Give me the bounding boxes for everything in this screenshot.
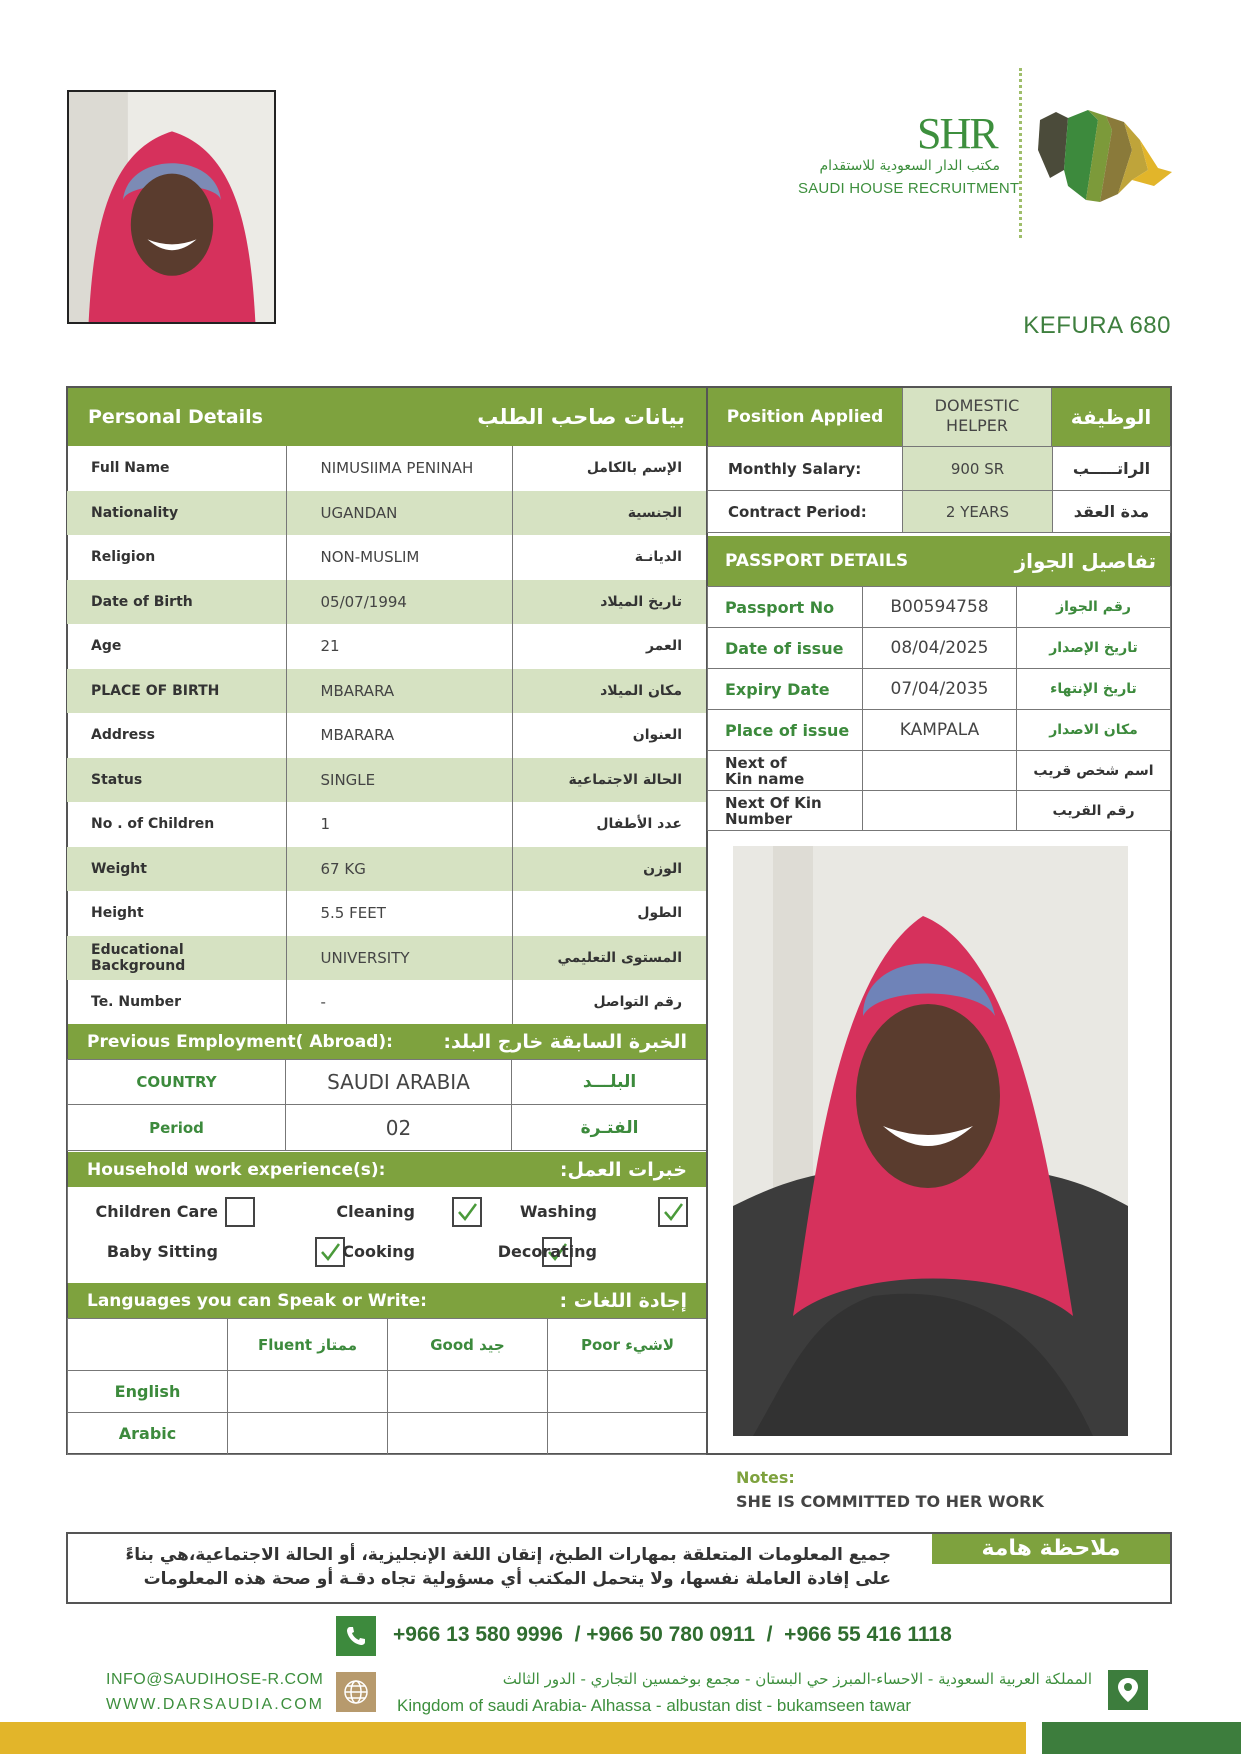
household-header — [68, 1152, 707, 1187]
personal-row — [67, 980, 708, 1025]
personal-row — [67, 580, 708, 625]
passport-label: Date of issue — [708, 628, 863, 669]
footer-website[interactable]: WWW.DARSAUDIA.COM — [106, 1696, 324, 1713]
household-label: Washing — [519, 1202, 597, 1221]
household-label: Children Care — [95, 1202, 218, 1221]
salary-table — [707, 446, 1171, 533]
contract-label-ar: مدة العقد — [1053, 491, 1171, 533]
personal-value: 1 — [286, 802, 512, 847]
personal-label-ar: الوزن — [643, 860, 682, 877]
logo-map-icon — [1028, 90, 1180, 210]
salary-label-ar: الراتـــــب — [1053, 447, 1171, 491]
personal-label-ar: الديانـة — [634, 549, 682, 566]
previous-period-label: Period — [68, 1105, 286, 1151]
personal-label-ar: المستوى التعليمي — [557, 949, 682, 966]
kin-name-value — [863, 751, 1017, 791]
personal-row — [67, 802, 708, 847]
household-title-ar: خبرات العمل: — [559, 1158, 687, 1181]
household-label: Decorating — [497, 1242, 597, 1261]
logo-mark: SHR — [917, 109, 997, 158]
personal-label-ar: الطول — [637, 905, 682, 922]
check-icon — [662, 1201, 684, 1223]
household-label: Cooking — [342, 1242, 415, 1261]
personal-value: UNIVERSITY — [286, 936, 512, 981]
personal-label: Address — [67, 713, 286, 758]
personal-label: Te. Number — [67, 980, 286, 1025]
footer-address-en: Kingdom of saudi Arabia- Alhassa - albustan dist - bukamseen tawar — [397, 1696, 912, 1715]
passport-row — [708, 587, 1171, 628]
contract-value: 2 YEARS — [903, 491, 1053, 533]
phone-icon — [336, 1616, 376, 1656]
personal-row — [67, 446, 708, 491]
personal-row — [67, 891, 708, 936]
passport-label-ar: تاريخ الإنتهاء — [1017, 669, 1171, 710]
personal-label-ar: العمر — [645, 638, 682, 655]
kin-name-label-ar: اسم شخص قريب — [1017, 751, 1171, 791]
language-name: Arabic — [68, 1413, 228, 1455]
personal-label: PLACE OF BIRTH — [67, 669, 286, 714]
kin-name-row — [708, 751, 1171, 791]
important-note-line2: على إفادة العاملة نفسها، ولا يتحمل المكتب أي مسؤولية تجاه دقـة أو صحة هذه المعلومات — [143, 1569, 891, 1589]
location-pin-icon — [1108, 1670, 1148, 1710]
personal-label-ar: عدد الأطفال — [596, 816, 682, 833]
passport-table — [707, 586, 1171, 831]
personal-label-ar: الجنسية — [627, 504, 682, 521]
language-good-cell[interactable] — [388, 1371, 548, 1413]
previous-employment-title-ar: الخبرة السابقة خارج البلد: — [443, 1031, 687, 1053]
language-row — [68, 1413, 708, 1455]
personal-label: Nationality — [67, 491, 286, 536]
previous-country-label-ar: البلـــد — [512, 1060, 708, 1105]
personal-label: No . of Children — [67, 802, 286, 847]
previous-period-value: 02 — [286, 1105, 512, 1151]
personal-label-ar: العنوان — [632, 727, 682, 744]
passport-header — [708, 536, 1170, 586]
personal-label: Weight — [67, 847, 286, 892]
personal-label-ar: الحالة الاجتماعية — [568, 771, 682, 788]
languages-title: Languages you can Speak or Write: — [87, 1290, 427, 1311]
contract-row — [708, 491, 1171, 533]
household-label: Cleaning — [336, 1202, 415, 1221]
passport-label: Expiry Date — [708, 669, 863, 710]
personal-label: Height — [67, 891, 286, 936]
kin-name-label: Next of Kin name — [708, 751, 863, 791]
personal-value: NIMUSIIMA PENINAH — [286, 446, 512, 491]
languages-header-row — [68, 1319, 708, 1371]
passport-label: Passport No — [708, 587, 863, 628]
personal-label: Full Name — [67, 446, 286, 491]
passport-row — [708, 710, 1171, 751]
languages-title-ar: إجادة اللغات : — [559, 1289, 687, 1312]
previous-employment-table — [67, 1059, 708, 1151]
passport-title: PASSPORT DETAILS — [725, 551, 909, 571]
passport-value: 08/04/2025 — [863, 628, 1017, 669]
previous-period-row — [68, 1105, 708, 1151]
personal-label: Educational Background — [67, 936, 286, 981]
language-good-cell[interactable] — [388, 1413, 548, 1455]
kin-number-label: Next Of Kin Number — [708, 791, 863, 831]
previous-period-label-ar: الفتـرة — [512, 1105, 708, 1151]
passport-value: KAMPALA — [863, 710, 1017, 751]
passport-label-ar: مكان الاصدار — [1017, 710, 1171, 751]
personal-details-title-ar: بيانات صاحب الطلب — [477, 405, 685, 429]
personal-value: MBARARA — [286, 669, 512, 714]
footer-bar-green — [1042, 1722, 1241, 1754]
check-icon — [456, 1201, 478, 1223]
personal-row — [67, 758, 708, 803]
kin-number-row — [708, 791, 1171, 831]
personal-row — [67, 847, 708, 892]
passport-title-ar: تفاصيل الجواز — [1014, 549, 1156, 573]
passport-value: B00594758 — [863, 587, 1017, 628]
check-icon — [319, 1241, 341, 1263]
language-name: English — [68, 1371, 228, 1413]
personal-value: - — [286, 980, 512, 1025]
applicant-photo-large — [733, 846, 1128, 1436]
language-col-good: Good جيد — [388, 1319, 548, 1371]
language-poor-cell[interactable] — [548, 1371, 708, 1413]
personal-row — [67, 936, 708, 981]
household-title: Household work experience(s): — [87, 1159, 386, 1180]
language-poor-cell[interactable] — [548, 1413, 708, 1455]
notes-label: Notes: — [736, 1468, 795, 1487]
personal-value: 67 KG — [286, 847, 512, 892]
personal-label-ar: تاريخ الميلاد — [600, 593, 682, 610]
household-label: Baby Sitting — [106, 1242, 218, 1261]
language-col-poor: Poor لاشيء — [548, 1319, 708, 1371]
previous-employment-header — [68, 1024, 707, 1060]
important-note-title: ملاحظة هامة — [932, 1534, 1170, 1564]
footer-email[interactable]: INFO@SAUDIHOSE-R.COM — [106, 1671, 324, 1688]
kin-number-value — [863, 791, 1017, 831]
salary-label: Monthly Salary: — [708, 447, 903, 491]
personal-row — [67, 535, 708, 580]
previous-employment-title: Previous Employment( Abroad): — [87, 1032, 393, 1052]
notes-text: SHE IS COMMITTED TO HER WORK — [736, 1492, 1044, 1511]
position-header — [708, 388, 1170, 446]
footer-phones: +966 13 580 9996 / +966 50 780 0911 / +966 55 416 1118 — [393, 1623, 952, 1646]
household-checkbox[interactable] — [658, 1197, 688, 1227]
globe-icon — [336, 1672, 376, 1712]
previous-country-row — [68, 1060, 708, 1105]
languages-table — [67, 1318, 708, 1455]
personal-value: UGANDAN — [286, 491, 512, 536]
logo-text-english: SAUDI HOUSE RECRUITMENT — [798, 180, 1020, 197]
personal-value: MBARARA — [286, 713, 512, 758]
passport-row — [708, 669, 1171, 710]
language-row — [68, 1371, 708, 1413]
personal-label: Status — [67, 758, 286, 803]
household-checkbox[interactable] — [452, 1197, 482, 1227]
languages-header — [68, 1283, 707, 1318]
previous-country-label: COUNTRY — [68, 1060, 286, 1105]
position-label-ar: الوظيفة — [1070, 405, 1152, 429]
applicant-photo-small — [67, 90, 276, 324]
personal-label: Date of Birth — [67, 580, 286, 625]
passport-label: Place of issue — [708, 710, 863, 751]
footer-bar-yellow — [0, 1722, 1026, 1754]
kin-number-label-ar: رقم القريب — [1017, 791, 1171, 831]
personal-row — [67, 491, 708, 536]
important-note-line1: جميع المعلومات المتعلقة بمهارات الطبخ، إتقان اللغة الإنجليزية، أو الحالة الاجتماعية،هي بناءً — [125, 1545, 891, 1565]
salary-value: 900 SR — [903, 447, 1053, 491]
personal-details-table — [67, 446, 708, 1025]
personal-details-header — [68, 388, 707, 446]
personal-row — [67, 669, 708, 714]
logo-text-arabic: مكتب الدار السعودية للاستقدام — [819, 158, 1000, 174]
salary-row — [708, 447, 1171, 491]
personal-value: 21 — [286, 624, 512, 669]
household-checkbox[interactable] — [225, 1197, 255, 1227]
languages-empty-cell — [68, 1319, 228, 1371]
personal-value: 5.5 FEET — [286, 891, 512, 936]
position-value: DOMESTIC HELPER — [902, 388, 1052, 446]
personal-value: SINGLE — [286, 758, 512, 803]
language-fluent-cell[interactable] — [228, 1371, 388, 1413]
language-col-fluent: Fluent ممتاز — [228, 1319, 388, 1371]
logo-divider — [1019, 68, 1022, 238]
personal-row — [67, 624, 708, 669]
personal-row — [67, 713, 708, 758]
passport-label-ar: رقم الجواز — [1017, 587, 1171, 628]
passport-label-ar: تاريخ الإصدار — [1017, 628, 1171, 669]
reference-number: KEFURA 680 — [1023, 312, 1171, 339]
language-fluent-cell[interactable] — [228, 1413, 388, 1455]
contract-label: Contract Period: — [708, 491, 903, 533]
personal-label-ar: رقم التواصل — [593, 994, 682, 1011]
company-logo — [795, 68, 1180, 238]
personal-details-title: Personal Details — [88, 406, 263, 428]
personal-value: NON-MUSLIM — [286, 535, 512, 580]
position-label: Position Applied — [726, 407, 884, 427]
personal-label-ar: مكان الميلاد — [600, 682, 682, 699]
household-checkbox[interactable] — [315, 1237, 345, 1267]
previous-country-value: SAUDI ARABIA — [286, 1060, 512, 1105]
passport-value: 07/04/2035 — [863, 669, 1017, 710]
personal-label: Religion — [67, 535, 286, 580]
personal-value: 05/07/1994 — [286, 580, 512, 625]
passport-row — [708, 628, 1171, 669]
personal-label-ar: الإسم بالكامل — [586, 460, 682, 477]
personal-label: Age — [67, 624, 286, 669]
footer-address-ar: المملكة العربية السعودية - الاحساء-المبرز حي البستان - مجمع بوخمسين التجاري - الدور الثالث — [502, 1670, 1092, 1688]
